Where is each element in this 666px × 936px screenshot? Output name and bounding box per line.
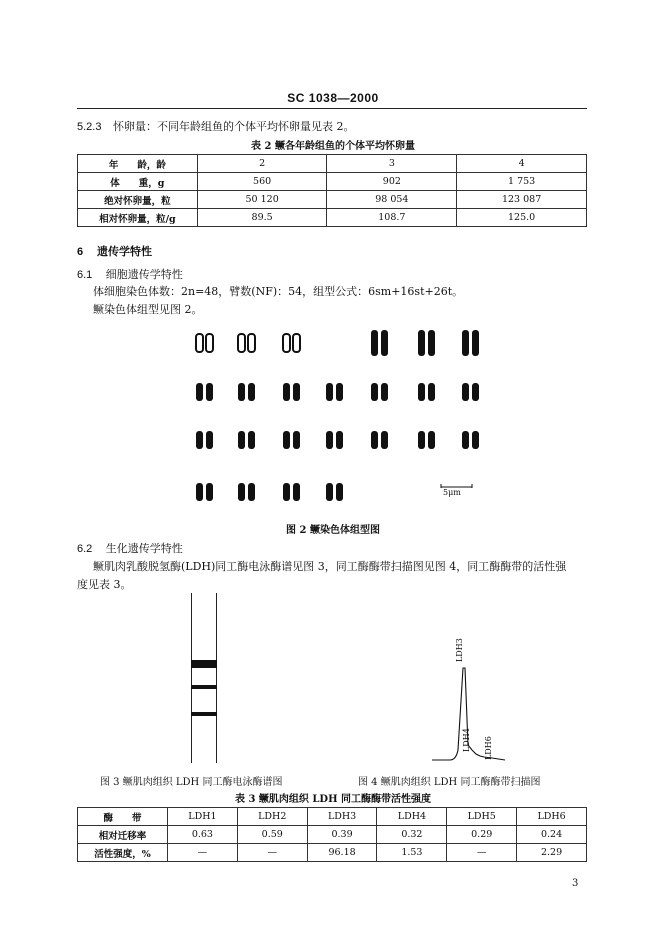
cell: 3 — [327, 155, 457, 173]
chromosome — [428, 431, 435, 449]
row-label: 活性强度，% — [78, 844, 168, 862]
cell: 123 087 — [457, 191, 587, 209]
section-title: 生化遗传学特性 — [105, 542, 183, 555]
cell: 4 — [457, 155, 587, 173]
table-row — [78, 844, 587, 862]
table-header-row — [78, 808, 587, 826]
section-number: 6 — [77, 246, 84, 258]
row-label: 绝对怀卵量，粒 — [78, 191, 198, 209]
chromosome — [418, 330, 425, 356]
row-label: 体 重，g — [78, 173, 198, 191]
chromosome — [418, 431, 425, 449]
cell: 0.39 — [307, 826, 377, 844]
chromosome — [248, 431, 255, 449]
column-header: LDH5 — [447, 808, 517, 826]
peak-label-ldh6: LDH6 — [484, 736, 493, 760]
section-title: 遗传学特性 — [96, 245, 152, 258]
chromosome — [472, 330, 479, 356]
cell: 96.18 — [307, 844, 377, 862]
chromosome — [336, 483, 343, 501]
chromosome — [371, 330, 378, 356]
chromosome — [196, 334, 203, 352]
chromosome — [381, 383, 388, 401]
section-number: 6.2 — [77, 543, 93, 555]
chromosome — [326, 431, 333, 449]
gel-right-edge — [216, 593, 217, 763]
chromosome — [206, 383, 213, 401]
chromosome — [283, 483, 290, 501]
figure2-caption: 图 2 鳜染色体组型图 — [286, 525, 380, 536]
chromosome — [462, 330, 469, 356]
scale-label: 5μm — [443, 488, 461, 497]
cell: 1 753 — [457, 173, 587, 191]
chromosome — [206, 334, 213, 352]
chromosome — [472, 383, 479, 401]
table3-caption: 表 3 鳜肌肉组织 LDH 同工酶酶带活性强度 — [234, 794, 432, 805]
chromosome — [326, 383, 333, 401]
figure3-caption: 图 3 鳜肌肉组织 LDH 同工酶电泳酶谱图 — [100, 777, 283, 788]
chromosome — [428, 383, 435, 401]
chromosome — [283, 334, 290, 352]
chromosome — [336, 431, 343, 449]
chromosome — [206, 431, 213, 449]
ldh-paragraph-line1: 鳜肌肉乳酸脱氢酶(LDH)同工酶电泳酶谱见图 3，同工酶酶带扫描图见图 4，同工酶酶带的活性强 — [93, 560, 567, 573]
chromosome — [293, 431, 300, 449]
column-header: LDH3 — [307, 808, 377, 826]
chromosome — [238, 483, 245, 501]
chromosome — [238, 334, 245, 352]
chromosome — [293, 334, 300, 352]
chromosome — [472, 431, 479, 449]
cell: — — [447, 844, 517, 862]
karyotype-ref: 鳜染色体组型见图 2。 — [93, 303, 203, 316]
section-number: 5.2.3 — [77, 121, 102, 133]
cell: 0.24 — [517, 826, 587, 844]
cell: 98 054 — [327, 191, 457, 209]
chromosome — [371, 383, 378, 401]
row-label: 相对怀卵量，粒/g — [78, 209, 198, 227]
ldh-paragraph-line2: 度见表 3。 — [77, 578, 132, 591]
table-row — [78, 826, 587, 844]
chromosome — [381, 330, 388, 356]
chromosome — [238, 383, 245, 401]
section-number: 6.1 — [77, 269, 93, 281]
cell: 0.63 — [168, 826, 238, 844]
cell: 560 — [197, 173, 327, 191]
chromosome — [462, 431, 469, 449]
chromosome — [293, 383, 300, 401]
row-label: 相对迁移率 — [78, 826, 168, 844]
chromosome — [418, 383, 425, 401]
column-header: LDH6 — [517, 808, 587, 826]
cell: 108.7 — [327, 209, 457, 227]
cell: 125.0 — [457, 209, 587, 227]
peak-label-ldh3: LDH3 — [455, 638, 464, 662]
section-6-2-heading — [77, 540, 183, 556]
chromosome — [336, 383, 343, 401]
chromosome — [248, 483, 255, 501]
chromosome — [248, 334, 255, 352]
gel-left-edge — [191, 593, 192, 763]
column-header: LDH2 — [237, 808, 307, 826]
chromosome — [196, 483, 203, 501]
header-label: 酶 带 — [78, 808, 168, 826]
table3 — [77, 807, 587, 862]
chromosome — [381, 431, 388, 449]
chromosome — [238, 431, 245, 449]
karyotype-text: 体细胞染色体数：2n=48，臂数(NF)：54，组型公式：6sm+16st+26t。 — [93, 285, 464, 298]
cell: 50 120 — [197, 191, 327, 209]
chromosome — [371, 431, 378, 449]
standard-code: SC 1038—2000 — [287, 91, 379, 105]
cell: 0.29 — [447, 826, 517, 844]
cell: 1.53 — [377, 844, 447, 862]
ldh-scan-plot — [430, 650, 510, 770]
chromosome — [196, 383, 203, 401]
cell: 0.59 — [237, 826, 307, 844]
chromosome — [206, 483, 213, 501]
row-label: 年 龄，龄 — [78, 155, 198, 173]
gel-band-ldh6 — [191, 712, 217, 716]
column-header: LDH1 — [168, 808, 238, 826]
chromosome — [462, 383, 469, 401]
cell: 902 — [327, 173, 457, 191]
chromosome — [428, 330, 435, 356]
cell: — — [168, 844, 238, 862]
cell: 2.29 — [517, 844, 587, 862]
section-text: 怀卵量：不同年龄组鱼的个体平均怀卵量见表 2。 — [112, 120, 355, 133]
cell: 89.5 — [197, 209, 327, 227]
page-number: 3 — [572, 878, 579, 889]
chromosome — [283, 431, 290, 449]
gel-band-ldh4 — [191, 685, 217, 689]
cell: 2 — [197, 155, 327, 173]
figure4-caption: 图 4 鳜肌肉组织 LDH 同工酶酶带扫描图 — [358, 777, 541, 788]
chromosome — [196, 431, 203, 449]
gel-band-ldh3 — [191, 660, 217, 668]
peak-label-ldh4: LDH4 — [462, 728, 471, 752]
chromosome — [326, 483, 333, 501]
chromosome — [293, 483, 300, 501]
column-header: LDH4 — [377, 808, 447, 826]
section-title: 细胞遗传学特性 — [105, 268, 183, 281]
cell: — — [237, 844, 307, 862]
chromosome — [283, 383, 290, 401]
cell: 0.32 — [377, 826, 447, 844]
chromosome — [248, 383, 255, 401]
table2-caption: 表 2 鳜各年龄组鱼的个体平均怀卵量 — [251, 141, 415, 152]
